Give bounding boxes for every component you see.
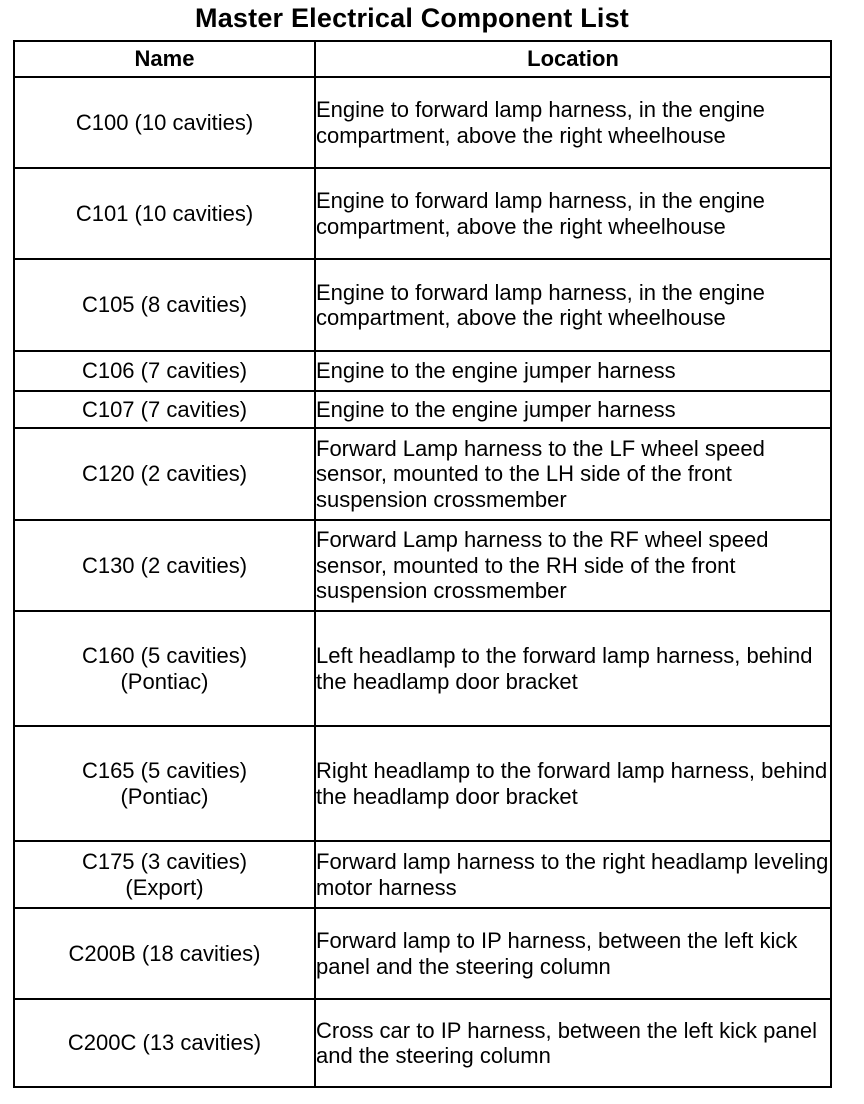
component-name: C101 (10 cavities) [75,200,254,226]
table-row [14,841,831,908]
table-row [14,999,831,1087]
name-cell [14,428,315,520]
name-cell [14,391,315,428]
location-cell: Forward Lamp harness to the RF wheel speed sensor, mounted to the RH side of the front suspension crossmember [315,520,831,611]
location-cell: Engine to the engine jumper harness [315,351,831,391]
name-cell [14,351,315,391]
table-header-row [14,41,831,77]
component-name: C200C (13 cavities) [67,1030,262,1056]
component-name: C105 (8 cavities) [81,292,248,318]
component-variant: (Export) [125,874,204,900]
name-cell [14,726,315,841]
table-row [14,428,831,520]
name-cell [14,611,315,726]
component-name: C106 (7 cavities) [81,358,248,384]
component-name: C107 (7 cavities) [81,396,248,422]
table-row [14,168,831,259]
location-cell: Engine to forward lamp harness, in the engine compartment, above the right wheelhouse [315,168,831,259]
column-header-location: Location [315,41,831,77]
location-cell: Cross car to IP harness, between the left kick panel and the steering column [315,999,831,1087]
location-cell: Left headlamp to the forward lamp harness, behind the headlamp door bracket [315,611,831,726]
location-cell: Forward Lamp harness to the LF wheel speed sensor, mounted to the LH side of the front suspension crossmember [315,428,831,520]
component-name: C200B (18 cavities) [68,940,261,966]
name-cell [14,168,315,259]
name-cell [14,77,315,168]
component-name: C100 (10 cavities) [75,109,254,135]
page-title: Master Electrical Component List [195,3,629,33]
name-cell [14,259,315,351]
component-name: C160 (5 cavities) [81,643,248,668]
component-table [13,40,832,1088]
name-cell [14,520,315,611]
location-cell: Forward lamp harness to the right headlamp leveling motor harness [315,841,831,908]
table-row [14,520,831,611]
table-row [14,908,831,999]
table-row [14,77,831,168]
name-cell [14,908,315,999]
table-row [14,726,831,841]
component-name: C120 (2 cavities) [81,461,248,487]
location-cell: Engine to forward lamp harness, in the engine compartment, above the right wheelhouse [315,77,831,168]
location-cell: Forward lamp to IP harness, between the left kick panel and the steering column [315,908,831,999]
component-name: C165 (5 cavities) [81,758,248,783]
component-name: C175 (3 cavities) [81,849,248,874]
table-row [14,351,831,391]
table-row [14,391,831,428]
name-cell [14,841,315,908]
location-cell: Engine to forward lamp harness, in the engine compartment, above the right wheelhouse [315,259,831,351]
component-variant: (Pontiac) [120,668,209,694]
table-row [14,611,831,726]
table-row [14,259,831,351]
name-cell [14,999,315,1087]
location-cell: Engine to the engine jumper harness [315,391,831,428]
location-cell: Right headlamp to the forward lamp harness, behind the headlamp door bracket [315,726,831,841]
component-variant: (Pontiac) [120,783,209,809]
component-name: C130 (2 cavities) [81,552,248,578]
column-header-name: Name [14,41,315,77]
